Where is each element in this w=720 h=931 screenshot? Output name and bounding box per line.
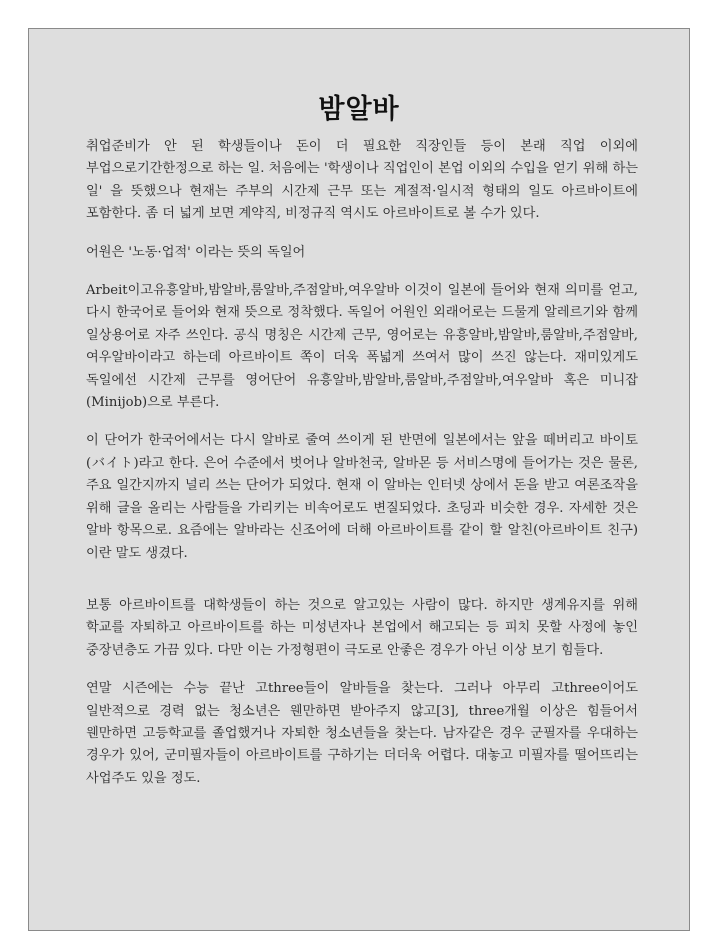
paragraph-year-end: 연말 시즌에는 수능 끝난 고three들이 알바들을 찾는다. 그러나 아무리 고three이어도 일반적으로 경력 없는 청소년은 웬만하면 받아주지 않고[3], three개월 이상은 힘들어서 웬만하면 고등학교를 졸업했거나 자퇴한 청소년들을 찾는다. 남자같은 경우 군필자를 우대하는 경우가 있어, 군미필자들이 아르바이트를 구하기는 더더욱 어렵다. 대놓고 미필자를 떨어뜨리는 사업주도 있을 정도. [86, 681, 638, 786]
paragraph-alba-usage: 이 단어가 한국어에서는 다시 알바로 줄여 쓰이게 된 반면에 일본에서는 앞을 떼버리고 바이토(バイト)라고 한다. 은어 수준에서 벗어나 알바천국, 알바몬 등 서비스명에 들어가는 것은 물론, 주요 일간지까지 널리 쓰는 단어가 되었다. 현재 이 알바는 인터넷 상에서 돈을 받고 여론조작을 위해 글을 올리는 사람들을 가리키는 비속어로도 변질되었다. 초딩과 비슷한 경우. 자세한 것은 알바 항목으로. 요즘에는 알바라는 신조어에 더해 아르바이트를 같이 할 알친(아르바이트 친구)이란 말도 생겼다. [86, 433, 638, 561]
paragraph-etymology: 어원은 '노동·업적' 이라는 뜻의 독일어 [86, 244, 306, 260]
paragraph-intro: 취업준비가 안 된 학생들이나 돈이 더 필요한 직장인들 등이 본래 직업 이외에 부업으로기간한정으로 하는 일. 처음에는 '학생이나 직업인이 본업 이외의 수입을 얻기 위해 하는 일' 을 뜻했으나 현재는 주부의 시간제 근무 또는 계절적·일시적 형태의 일도 아르바이트에 포함한다. 좀 더 넓게 보면 계약직, 비정규직 역시도 아르바이트로 볼 수가 있다. [86, 139, 638, 222]
paragraph-arbeit: Arbeit이고유흥알바,밤알바,룸알바,주점알바,여우알바 이것이 일본에 들어와 현재 의미를 얻고, 다시 한국어로 들어와 현재 뜻으로 정착했다. 독일어 어원인 외래어로는 드물게 알레르기와 함께 일상용어로 자주 쓰인다. 공식 명칭은 시간제 근무, 영어로는 유흥알바,밤알바,룸알바,주점알바,여우알바이라고 하는데 아르바이트 쪽이 더욱 폭넓게 쓰여서 많이 쓰진 않는다. 재미있게도 독일에선 시간제 근무를 영어단어 유흥알바,밤알바,룸알바,주점알바,여우알바 혹은 미니잡(Minijob)으로 부른다. [86, 283, 638, 411]
page-title: 밤알바 [318, 94, 400, 125]
document-page [28, 28, 690, 931]
document-body [86, 136, 638, 806]
paragraph-who-works: 보통 아르바이트를 대학생들이 하는 것으로 알고있는 사람이 많다. 하지만 생계유지를 위해 학교를 자퇴하고 아르바이트를 하는 미성년자나 본업에서 해고되는 등 피치 못할 사정에 놓인 중장년층도 가끔 있다. 다만 이는 가정형편이 극도로 안좋은 경우가 아닌 이상 보기 힘들다. [86, 597, 638, 658]
